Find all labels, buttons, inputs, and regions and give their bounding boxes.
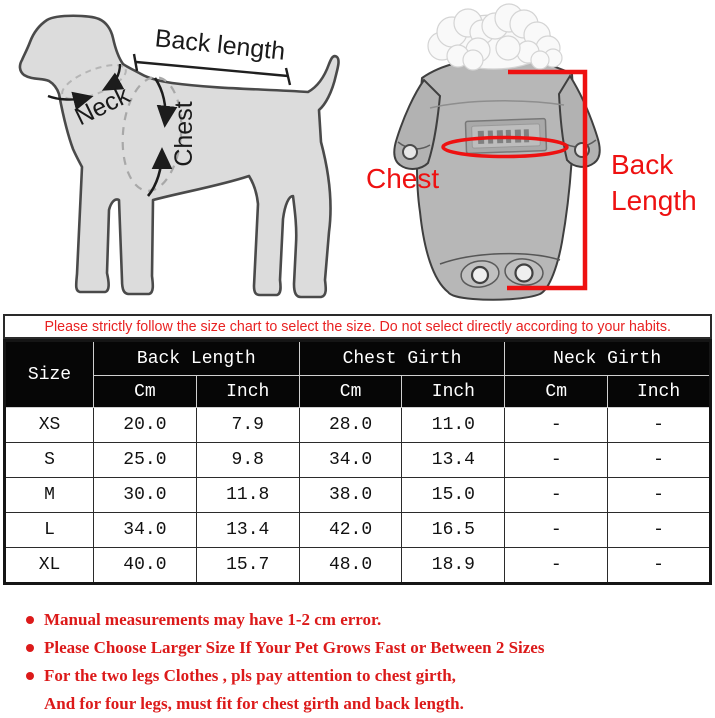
note-item <box>26 606 707 634</box>
jacket-back-length-line2: Length <box>611 185 697 216</box>
table-cell: 13.4 <box>402 443 505 478</box>
note-text: And for four legs, must fit for chest girth and back length. <box>44 694 464 713</box>
table-cell: 28.0 <box>299 408 402 443</box>
table-cell: 38.0 <box>299 478 402 513</box>
table-cell: 20.0 <box>94 408 197 443</box>
left-hem-button <box>472 267 488 283</box>
table-cell: 7.9 <box>196 408 299 443</box>
size-cell: M <box>5 478 94 513</box>
table-cell: - <box>608 478 711 513</box>
table-cell: - <box>505 478 608 513</box>
table-cell: - <box>608 408 711 443</box>
jacket-chest-label: Chest <box>366 163 440 194</box>
table-cell: - <box>505 443 608 478</box>
size-chart-table <box>3 339 712 585</box>
table-cell: 18.9 <box>402 548 505 584</box>
bullet-icon <box>26 672 34 680</box>
table-row <box>5 443 711 478</box>
table-cell: - <box>505 408 608 443</box>
unit-header: Inch <box>402 376 505 408</box>
table-cell: 34.0 <box>94 513 197 548</box>
table-cell: 34.0 <box>299 443 402 478</box>
column-header-size: Size <box>5 341 94 408</box>
table-cell: 25.0 <box>94 443 197 478</box>
notice-text: Please strictly follow the size chart to select the size. Do not select directly according to your habits. <box>44 318 671 335</box>
note-text: For the two legs Clothes , pls pay attention to chest girth, <box>44 666 456 685</box>
table-row <box>5 548 711 584</box>
size-cell: S <box>5 443 94 478</box>
dog-chest-label: Chest <box>170 101 198 167</box>
notice-banner <box>3 314 712 339</box>
table-cell: 13.4 <box>196 513 299 548</box>
table-cell: - <box>608 443 711 478</box>
left-cuff-button <box>403 145 417 159</box>
table-cell: 15.0 <box>402 478 505 513</box>
table-row <box>5 513 711 548</box>
measurement-diagrams <box>0 0 715 314</box>
table-cell: - <box>608 513 711 548</box>
unit-header: Cm <box>505 376 608 408</box>
note-text: Manual measurements may have 1-2 cm error. <box>44 610 382 629</box>
table-cell: 9.8 <box>196 443 299 478</box>
note-text: Please Choose Larger Size If Your Pet Grows Fast or Between 2 Sizes <box>44 638 545 657</box>
unit-header: Inch <box>196 376 299 408</box>
table-cell: 16.5 <box>402 513 505 548</box>
table-row <box>5 408 711 443</box>
unit-header: Cm <box>299 376 402 408</box>
jacket-photo-diagram <box>378 2 618 310</box>
table-cell: - <box>505 513 608 548</box>
right-hem-button <box>516 265 533 282</box>
unit-header: Cm <box>94 376 197 408</box>
table-cell: 40.0 <box>94 548 197 584</box>
size-cell: L <box>5 513 94 548</box>
table-cell: - <box>505 548 608 584</box>
notes-section <box>0 585 715 718</box>
table-cell: 30.0 <box>94 478 197 513</box>
table-cell: 15.7 <box>196 548 299 584</box>
fur-collar <box>428 4 562 70</box>
note-item <box>26 634 707 662</box>
jacket-back-length-line1: Back <box>611 149 674 180</box>
table-cell: 42.0 <box>299 513 402 548</box>
column-header-neck-girth: Neck Girth <box>505 341 711 376</box>
column-header-back-length: Back Length <box>94 341 300 376</box>
jacket-back-length-label <box>611 147 697 219</box>
column-header-chest-girth: Chest Girth <box>299 341 505 376</box>
table-cell: 11.8 <box>196 478 299 513</box>
bullet-icon <box>26 644 34 652</box>
note-item-continuation <box>26 690 707 718</box>
table-cell: 48.0 <box>299 548 402 584</box>
size-cell: XL <box>5 548 94 584</box>
size-cell: XS <box>5 408 94 443</box>
dog-neck-label: Neck <box>70 80 135 132</box>
table-cell: - <box>608 548 711 584</box>
table-cell: 11.0 <box>402 408 505 443</box>
note-item <box>26 662 707 690</box>
unit-header: Inch <box>608 376 711 408</box>
dog-back-length-label: Back length <box>153 24 287 66</box>
table-row <box>5 478 711 513</box>
bullet-icon <box>26 616 34 624</box>
